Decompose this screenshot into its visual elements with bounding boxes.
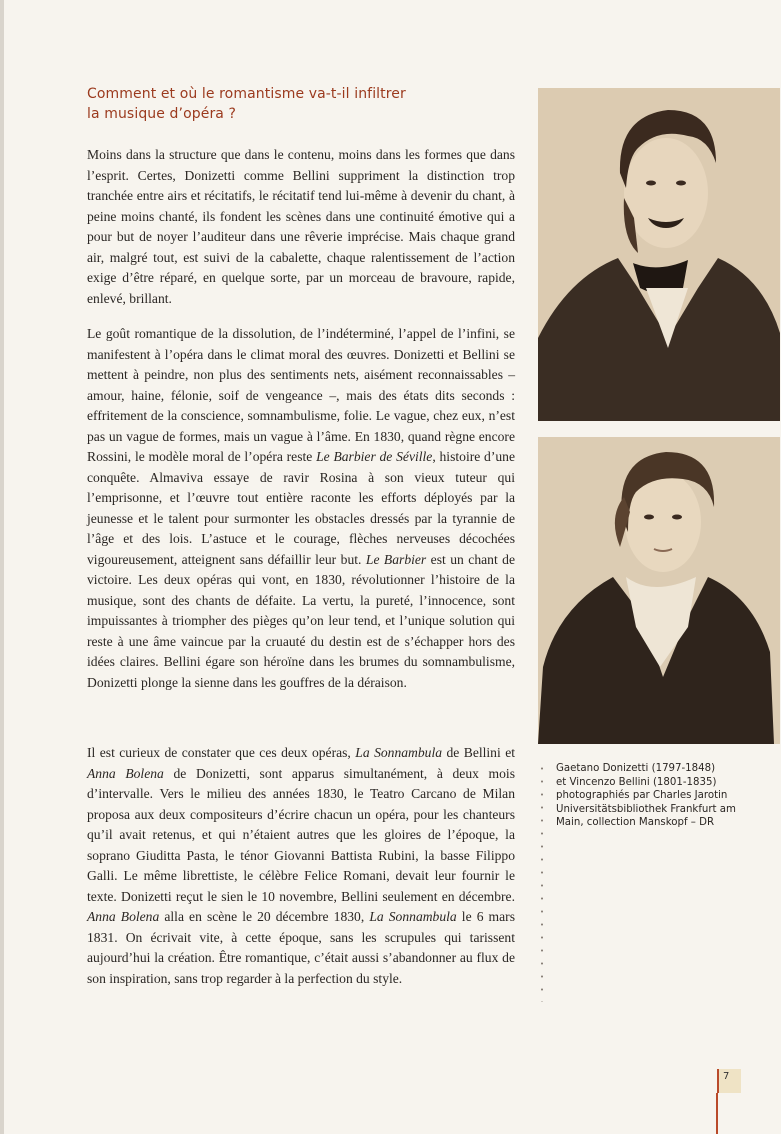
paragraph-3-text: le 6 mars 1831. On écrivait vite, à cette époque, sans les scrupules qui tarissent aujourd’hui la création. Être romantique, c’était aussi s’abandonner au flux de son inspiration, sans trop regarder à la perfection du style. bbox=[87, 909, 515, 986]
opera-title: La Sonnambula bbox=[355, 745, 443, 760]
portrait-donizetti bbox=[538, 88, 780, 421]
paragraph-3-text: de Bellini et bbox=[442, 745, 515, 760]
caption-line: photographiés par Charles Jarotin bbox=[556, 790, 728, 801]
caption-line: Main, collection Manskopf – DR bbox=[556, 817, 715, 828]
paragraph-3-text: Il est curieux de constater que ces deux opéras, bbox=[87, 745, 356, 760]
opera-title: Le Barbier de Séville bbox=[316, 449, 433, 464]
paragraph-1: Moins dans la structure que dans le contenu, moins dans les formes que dans l’esprit. Certes, Donizetti comme Bellini suppriment la distinction trop tranchée entre airs et récitatifs, le récitatif tend lui-même à devenir du chant, à peine moins chanté, ils fondent les scènes dans une continuité émotive qui a pour but de noyer l’auditeur dans une rêverie imprécise. Mais chaque grand air, malgré tout, est suivi de la cabalette, chaque ralentissement de l’action exige d’être réparé, en quelque sorte, par un morceau de bravoure, rapide, enlevé, brillant. bbox=[87, 147, 515, 306]
paragraph-2-text: est un chant de victoire. Les deux opéras qui vont, en 1830, révolutionner l’histoire de la musique, sont des chants de défaite. La vertu, la pureté, l’innocence, sont impuissantes à triompher des pièges qu’on leur tend, et l’unique solution qui reste à une âme vaincue par la cruauté du destin est de s’échapper hors des idées claires. Bellini égare son héroïne dans les brumes du somnambulisme, Donizetti plonge la sienne dans les gouffres de la déraison. bbox=[87, 551, 516, 690]
portrait-bellini bbox=[538, 437, 780, 744]
opera-title: Le Barbier bbox=[365, 551, 427, 567]
caption-line: et Vincenzo Bellini (1801-1835) bbox=[556, 776, 717, 788]
heading-line-2: la musique d’opéra ? bbox=[87, 106, 237, 122]
page-edge bbox=[0, 0, 4, 1134]
photo-caption bbox=[556, 762, 776, 830]
heading-line-1: Comment et où le romantisme va-t-il infiltrer bbox=[87, 86, 406, 102]
paragraph-2-text: , histoire d’une conquête. Almaviva essaye de ravir Rosina à son vieux tuteur qui l’emprisonne, et l’œuvre tout entière raconte les efforts déployés par la jeunesse et le talent pour surmonter les obstacles dressés par la tyrannie de l’âge et des lois. L’astuce et le courage, flèches nerveuses décochées vigoureusement, atteignent sans défaillir leur but. bbox=[87, 449, 516, 567]
section-heading bbox=[87, 84, 507, 124]
paragraph-3-text: alla en scène le 20 décembre 1830, bbox=[159, 909, 370, 924]
page-number: 7 bbox=[723, 1071, 730, 1082]
page-rule bbox=[716, 1093, 718, 1134]
paragraph-2 bbox=[87, 324, 515, 693]
paragraph-3 bbox=[87, 743, 515, 989]
paragraph-2-text: Le goût romantique de la dissolution, de l’indéterminé, l’appel de l’infini, se manifestent à l’opéra dans le climat moral des œuvres. Donizetti et Bellini se mettent à peindre, non plus des sentiments nets, aisément reconnaissables – amour, haine, félonie, soif de vengeance –, mais des états dits seconds : effritement de la conscience, somnambulisme, folie. Le vague, chez eux, n’est pas un vague de formes, mais un vague à l’âme. En 1830, quand règne encore Rossini, le modèle moral de l’opéra reste bbox=[87, 326, 515, 464]
caption-line: Gaetano Donizetti (1797-1848) bbox=[556, 763, 716, 774]
opera-title: Anna Bolena bbox=[87, 765, 164, 781]
paragraph-3-text: de Donizetti, sont apparus simultanément, à deux mois d’intervalle. Vers le milieu des années 1830, le Teatro Carcano de Milan proposa aux deux compositeurs d’écrire chacun un opéra, pour les chanteurs qu’il avait retenus, et qui n’étaient autres que les gloires de l’époque, la soprano Giuditta Pasta, le ténor Giovanni Battista Rubini, la basse Filippo Galli. Le même librettiste, le célèbre Felice Romani, devait leur fournir le texte. Donizetti reçut le sien le 10 novembre, Bellini seulement en décembre. bbox=[87, 765, 515, 904]
caption-line: Universitätsbibliothek Frankfurt am bbox=[556, 803, 736, 815]
opera-title: La Sonnambula bbox=[369, 909, 457, 924]
opera-title: Anna Bolena bbox=[87, 909, 160, 924]
caption-dot-rule bbox=[540, 762, 544, 1002]
